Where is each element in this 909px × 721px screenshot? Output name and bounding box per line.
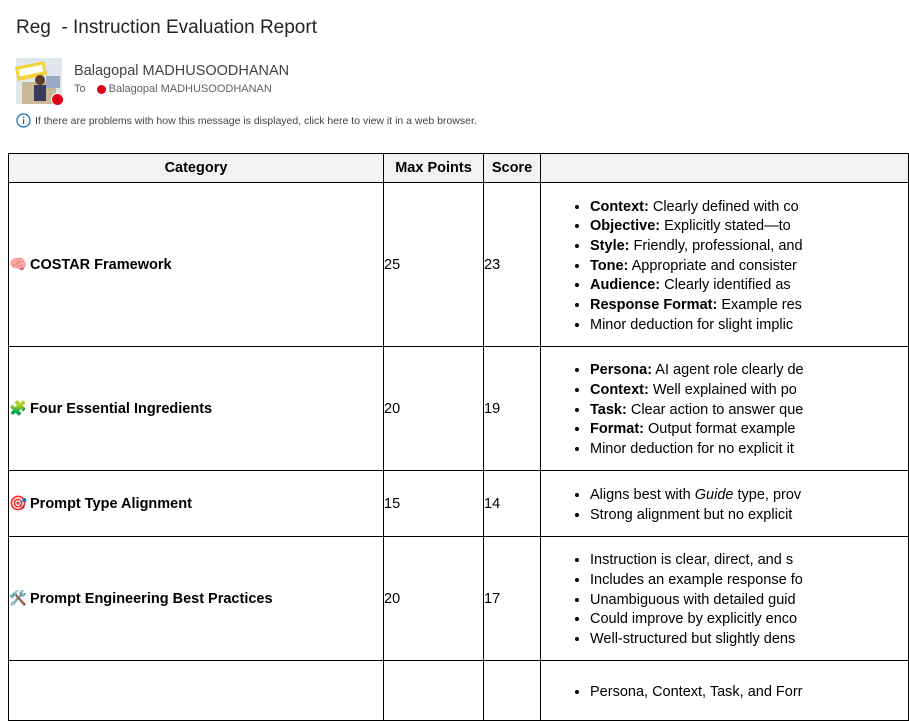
recipient-presence-icon [97,85,106,94]
notes-list [541,198,908,336]
category-cell [9,347,384,471]
notes-list [541,361,908,460]
note-label: Tone: [590,257,629,274]
note-label: Format: [590,421,644,438]
note-text-rest: type, prov [733,486,802,503]
note-text: Instruction is clear, direct, and s [590,552,794,569]
category-label: Prompt Type Alignment [30,496,192,512]
list-item [590,237,908,257]
score-cell: 14 [484,471,541,537]
note-label: Response Format: [590,297,718,314]
category-label: Prompt Engineering Best Practices [30,591,273,607]
table-row [9,183,909,347]
table-row [9,471,909,537]
max-points-cell: 20 [384,537,484,661]
table-header-row [9,154,909,183]
list-item [590,486,908,506]
note-text: Appropriate and consister [628,257,797,274]
note-text: Well explained with po [648,381,797,398]
list-item [590,591,908,611]
notice-text: If there are problems with how this message is displayed, click here to view it in a web browser. [35,114,477,127]
note-text: Persona, Context, Task, and Forr [590,683,803,700]
list-item [590,440,908,460]
note-label: Style: [590,237,630,254]
notes-list [541,551,908,650]
header-notes [541,154,909,183]
list-item [590,217,908,237]
note-text: Minor deduction for no explicit it [590,441,794,458]
note-label: Persona: [590,362,653,379]
category-label: COSTAR Framework [30,257,172,273]
list-item [590,610,908,630]
max-points-cell: 15 [384,471,484,537]
to-label: To [74,83,86,95]
note-text: Output format example [643,421,796,438]
list-item [590,276,908,296]
list-item [590,420,908,440]
puzzle-icon: 🧩 [9,401,28,417]
list-item [590,551,908,571]
note-text: Minor deduction for slight implic [590,316,794,333]
note-text: Explicitly stated—to [660,218,791,235]
note-label: Task: [590,401,627,418]
note-italic: Guide [694,486,734,503]
target-icon: 🎯 [9,496,28,512]
list-item [590,683,908,703]
note-text: Clearly identified as [660,277,791,294]
header-category: Category [9,154,384,183]
list-item [590,316,908,336]
note-text: Aligns best with [590,486,695,503]
max-points-cell: 25 [384,183,484,347]
note-text: Friendly, professional, and [629,237,803,254]
note-text: Example res [717,297,802,314]
note-label: Context: [590,198,649,215]
note-text: Unambiguous with detailed guid [590,591,796,608]
notes-cell [541,471,909,537]
table-row [9,661,909,721]
note-text: Clearly defined with co [648,198,799,215]
score-cell: 19 [484,347,541,471]
score-cell: 23 [484,183,541,347]
note-label: Objective: [590,218,661,235]
presence-busy-indicator [51,93,64,106]
notes-cell [541,661,909,721]
notes-cell [541,537,909,661]
note-text: Strong alignment but no explicit [590,506,793,523]
evaluation-table [8,153,909,721]
list-item [590,571,908,591]
score-cell: 17 [484,537,541,661]
list-item [590,381,908,401]
list-item [590,198,908,218]
note-text: Could improve by explicitly enco [590,611,798,628]
list-item [590,401,908,421]
notes-list [541,486,908,525]
list-item [590,257,908,277]
table-row [9,347,909,471]
note-label: Context: [590,381,649,398]
max-points-cell [384,661,484,721]
category-cell [9,661,384,721]
list-item [590,630,908,650]
recipient-name[interactable]: Balagopal MADHUSOODHANAN [108,83,272,95]
note-label: Audience: [590,277,661,294]
category-cell [9,471,384,537]
display-problem-notice[interactable] [16,113,477,128]
list-item [590,506,908,526]
notes-cell [541,183,909,347]
sender-name[interactable]: Balagopal MADHUSOODHANAN [74,63,290,79]
notes-cell [541,347,909,471]
table-row [9,537,909,661]
category-cell [9,537,384,661]
note-text: AI agent role clearly de [652,362,804,379]
brain-icon: 🧠 [9,257,28,273]
header-score: Score [484,154,541,183]
note-text: Includes an example response fo [590,571,803,588]
recipient-line [74,83,272,95]
note-text: Clear action to answer que [626,401,804,418]
category-label: Four Essential Ingredients [30,401,213,417]
tools-icon: 🛠️ [9,591,28,607]
list-item [590,296,908,316]
category-cell [9,183,384,347]
score-cell [484,661,541,721]
email-subject: Reg - Instruction Evaluation Report [16,17,317,38]
info-icon [16,113,31,128]
list-item [590,361,908,381]
notes-list [541,683,908,703]
header-max-points: Max Points [384,154,484,183]
max-points-cell: 20 [384,347,484,471]
note-text: Well-structured but slightly dens [590,631,796,648]
